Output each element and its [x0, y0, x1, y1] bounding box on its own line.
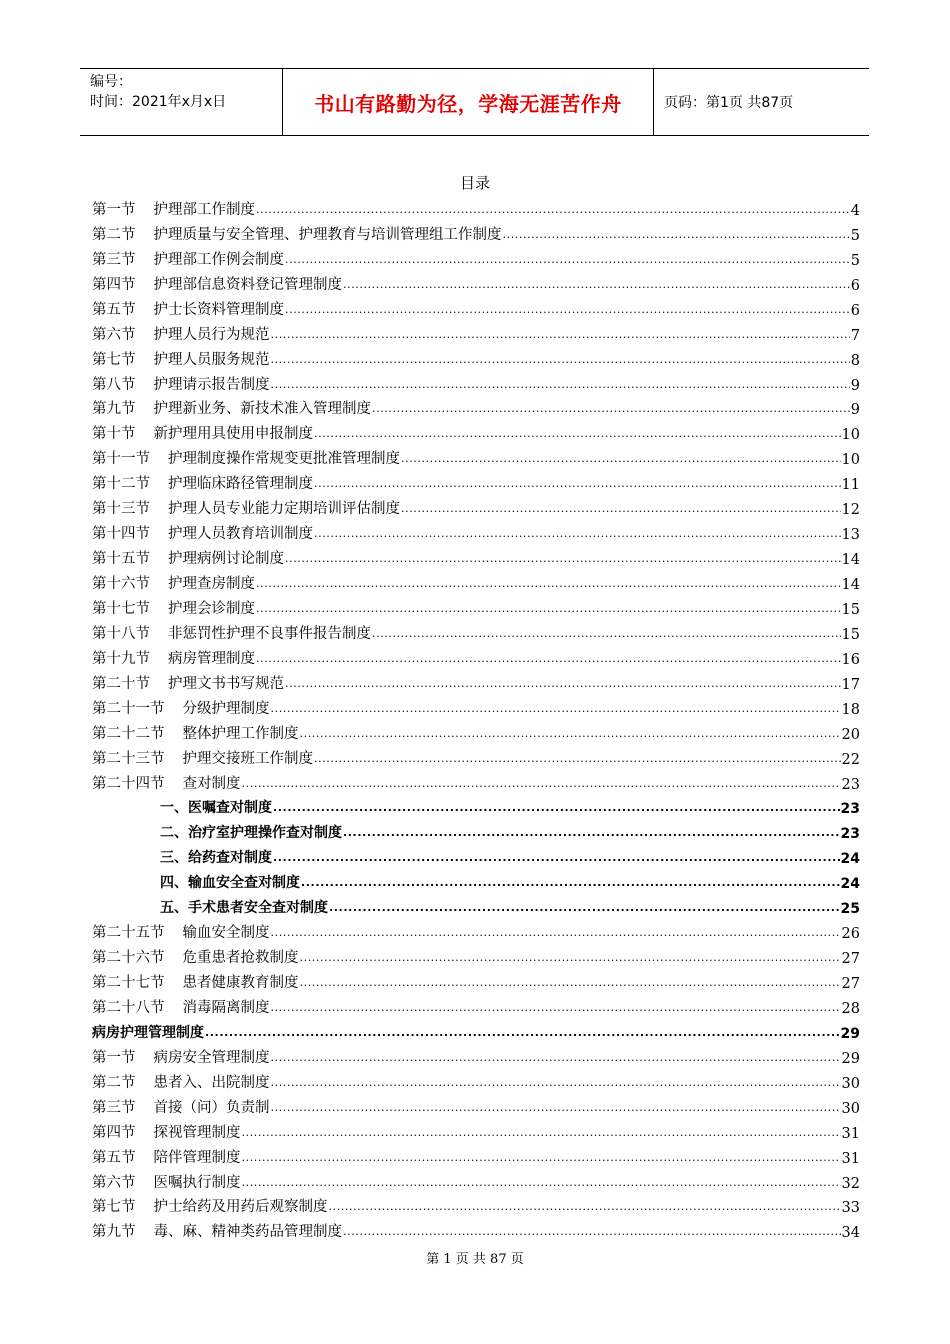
toc-dot-leader	[343, 278, 850, 294]
toc-entry-page-number: 33	[841, 1200, 860, 1217]
toc-dot-leader	[256, 577, 841, 593]
toc-entry-page-number: 23	[840, 826, 860, 843]
toc-dot-leader	[401, 452, 841, 468]
toc-entry[interactable]	[92, 394, 860, 419]
toc-entry-title: 医嘱执行制度	[153, 1174, 241, 1191]
page-footer: 第 1 页 共 87 页	[426, 1252, 524, 1267]
toc-entry[interactable]	[92, 319, 860, 344]
toc-entry-title: 护理交接班工作制度	[182, 750, 313, 767]
toc-entry[interactable]	[92, 344, 860, 369]
toc-entry[interactable]	[92, 543, 860, 568]
toc-entry-title: 护理人员教育培训制度	[168, 526, 313, 543]
toc-entry[interactable]	[92, 1042, 860, 1067]
toc-entry-section-number: 第十一节	[92, 451, 150, 468]
toc-entry[interactable]	[92, 269, 860, 294]
toc-dot-leader	[300, 727, 841, 743]
toc-dot-leader	[271, 1101, 841, 1117]
toc-entry-page-number: 24	[840, 876, 860, 893]
toc-entry[interactable]	[92, 842, 860, 867]
toc-entry-section-number: 第三节	[92, 251, 136, 268]
toc-entry[interactable]	[92, 418, 860, 443]
toc-dot-leader	[271, 1051, 841, 1067]
toc-entry-title: 消毒隔离制度	[182, 999, 270, 1016]
document-date-label: 时间：2021年x月x日	[90, 94, 227, 110]
toc-entry-page-number: 16	[841, 651, 860, 668]
toc-entry[interactable]	[92, 718, 860, 743]
toc-entry-title: 护理查房制度	[168, 576, 255, 592]
toc-entry-section-number: 第四节	[92, 1124, 136, 1141]
toc-entry-section-number: 第二节	[92, 1074, 136, 1091]
toc-entry-section-number: 第十七节	[92, 600, 150, 617]
toc-dot-leader	[242, 1176, 841, 1192]
toc-dot-leader	[300, 976, 841, 992]
toc-entry-page-number: 23	[840, 801, 860, 818]
header-page-info: 页码：第1页 共87页	[664, 95, 794, 111]
toc-entry[interactable]	[92, 1067, 860, 1092]
toc-dot-leader	[372, 402, 850, 418]
toc-entry[interactable]	[92, 369, 860, 394]
toc-entry[interactable]	[92, 942, 860, 967]
toc-entry-title: 查对制度	[182, 775, 241, 792]
toc-entry-title: 整体护理工作制度	[182, 725, 299, 742]
toc-entry-page-number: 10	[841, 427, 860, 444]
toc-entry-section-number: 第二十四节	[92, 775, 165, 792]
toc-dot-leader	[205, 1026, 840, 1042]
toc-entry-page-number: 10	[841, 452, 860, 469]
toc-entry-section-number: 第一节	[92, 201, 136, 218]
toc-dot-leader	[503, 228, 850, 244]
toc-entry[interactable]	[92, 693, 860, 718]
toc-entry-page-number: 26	[841, 926, 860, 943]
toc-entry-section-number: 第十节	[92, 426, 136, 443]
toc-dot-leader	[285, 677, 841, 693]
toc-entry[interactable]	[92, 668, 860, 693]
header-meta	[80, 69, 282, 135]
toc-entry-section-number: 第八节	[92, 376, 136, 393]
toc-entry[interactable]	[92, 518, 860, 543]
toc-dot-leader	[256, 652, 841, 668]
toc-dot-leader	[271, 353, 850, 369]
toc-entry-page-number: 9	[850, 402, 860, 419]
toc-entry[interactable]	[92, 892, 860, 917]
toc-entry-section-number: 第一节	[92, 1049, 136, 1066]
toc-entry-section-number: 第二十八节	[92, 999, 165, 1016]
toc-entry-title: 病房管理制度	[168, 650, 255, 667]
toc-entry-title: 首接（问）负责制	[153, 1099, 270, 1116]
toc-entry[interactable]	[92, 917, 860, 942]
toc-entry-title: 病房护理管理制度	[92, 1024, 204, 1041]
toc-entry-section-number: 第六节	[92, 326, 136, 343]
toc-entry-section-number: 第七节	[92, 351, 136, 368]
toc-entry-page-number: 6	[850, 277, 860, 294]
toc-dot-leader	[273, 851, 840, 867]
toc-entry-page-number: 24	[840, 851, 860, 868]
toc-entry-page-number: 15	[841, 626, 860, 643]
toc-entry-title: 护理部工作制度	[153, 201, 255, 218]
toc-entry-title: 护理请示报告制度	[153, 376, 270, 393]
toc-entry[interactable]	[92, 443, 860, 468]
toc-dot-leader	[343, 826, 840, 842]
toc-dot-leader	[300, 951, 841, 967]
toc-entry[interactable]	[92, 244, 860, 269]
toc-entry[interactable]	[92, 1192, 860, 1217]
toc-dot-leader	[285, 552, 841, 568]
toc-entry-title: 护理制度操作常规变更批准管理制度	[168, 451, 400, 468]
toc-entry[interactable]	[92, 219, 860, 244]
toc-entry[interactable]	[92, 194, 860, 219]
toc-entry-section-number: 第二十一节	[92, 700, 165, 717]
toc-entry-title: 输血安全制度	[182, 925, 270, 942]
toc-entry-section-number: 第七节	[92, 1199, 136, 1216]
toc-entry-page-number: 4	[850, 202, 860, 219]
toc-entry-section-number: 第十二节	[92, 476, 150, 493]
toc-entry-page-number: 18	[841, 701, 860, 718]
document-header	[80, 68, 869, 136]
toc-entry-title: 四、输血安全查对制度	[160, 875, 300, 892]
toc-dot-leader	[271, 328, 850, 344]
toc-entry-section-number: 第十六节	[92, 576, 150, 592]
toc-entry-title: 三、给药查对制度	[160, 850, 272, 867]
toc-entry-page-number: 20	[841, 726, 860, 743]
toc-entry-title: 分级护理制度	[182, 700, 270, 717]
toc-entry[interactable]	[92, 817, 860, 842]
toc-entry-section-number: 第十四节	[92, 526, 150, 543]
toc-dot-leader	[271, 926, 841, 942]
toc-dot-leader	[314, 427, 841, 443]
toc-entry[interactable]	[92, 1216, 860, 1241]
toc-title: 目录	[459, 174, 490, 192]
toc-entry-section-number: 第六节	[92, 1174, 136, 1191]
toc-entry-section-number: 第五节	[92, 301, 136, 318]
toc-entry-page-number: 7	[850, 327, 860, 344]
toc-entry-page-number: 13	[841, 527, 860, 544]
toc-entry-section-number: 第三节	[92, 1099, 136, 1116]
toc-entry-title: 非惩罚性护理不良事件报告制度	[168, 625, 371, 642]
toc-entry-page-number: 30	[841, 1100, 860, 1117]
toc-entry-page-number: 22	[841, 751, 860, 768]
toc-entry-title: 患者入、出院制度	[153, 1074, 270, 1091]
toc-entry-page-number: 12	[841, 502, 860, 519]
toc-entry-title: 护士给药及用药后观察制度	[153, 1199, 328, 1216]
toc-entry-page-number: 17	[841, 676, 860, 693]
toc-entry[interactable]	[92, 768, 860, 793]
toc-dot-leader	[401, 502, 841, 518]
toc-dot-leader	[372, 627, 841, 643]
toc-dot-leader	[242, 1126, 841, 1142]
toc-entry-page-number: 27	[841, 951, 860, 968]
toc-dot-leader	[301, 876, 840, 892]
toc-entry-title: 护理部信息资料登记管理制度	[153, 276, 342, 293]
toc-entry[interactable]	[92, 468, 860, 493]
toc-dot-leader	[314, 477, 841, 493]
toc-dot-leader	[271, 702, 841, 718]
toc-entry-title: 病房安全管理制度	[153, 1049, 270, 1066]
toc-entry[interactable]	[92, 593, 860, 618]
toc-entry-title: 陪伴管理制度	[153, 1149, 241, 1166]
toc-dot-leader	[285, 253, 850, 269]
toc-entry-section-number: 第二十五节	[92, 925, 165, 942]
toc-entry-title: 护理文书书写规范	[168, 675, 284, 692]
toc-entry-section-number: 第十三节	[92, 501, 150, 518]
toc-dot-leader	[271, 1076, 841, 1092]
toc-entry-section-number: 第二十节	[92, 675, 150, 692]
toc-entry-section-number: 第二十六节	[92, 950, 165, 967]
toc-entry-page-number: 15	[841, 601, 860, 618]
toc-dot-leader	[314, 752, 841, 768]
toc-dot-leader	[256, 602, 841, 618]
toc-entry-page-number: 8	[850, 352, 860, 369]
toc-entry-section-number: 第二节	[92, 226, 136, 243]
toc-entry-page-number: 11	[841, 477, 860, 494]
toc-entry-page-number: 32	[841, 1175, 860, 1192]
toc-entry-page-number: 5	[850, 252, 860, 269]
toc-entry-page-number: 30	[841, 1075, 860, 1092]
header-page-info-cell	[654, 69, 869, 135]
toc-entry-title: 护理人员行为规范	[153, 326, 270, 343]
toc-entry-title: 新护理用具使用申报制度	[153, 426, 313, 443]
toc-entry-title: 二、治疗室护理操作查对制度	[160, 825, 342, 842]
toc-entry-section-number: 第十五节	[92, 551, 150, 568]
toc-dot-leader	[314, 527, 841, 543]
toc-entry-page-number: 23	[841, 776, 860, 793]
toc-dot-leader	[271, 378, 850, 394]
toc-entry-page-number: 29	[840, 1025, 860, 1042]
toc-dot-leader	[329, 1200, 841, 1216]
toc-entry[interactable]	[92, 793, 860, 818]
toc-entry[interactable]	[92, 867, 860, 892]
toc-entry-page-number: 5	[850, 227, 860, 244]
toc-dot-leader	[242, 777, 841, 793]
toc-entry[interactable]	[92, 493, 860, 518]
toc-entry-title: 护理人员服务规范	[153, 351, 270, 368]
header-motto: 书山有路勤为径，学海无涯苦作舟	[314, 91, 622, 116]
toc-entry-page-number: 28	[841, 1000, 860, 1017]
toc-entry-section-number: 第四节	[92, 276, 136, 293]
toc-entry-section-number: 第九节	[92, 401, 136, 418]
toc-entry-title: 护理人员专业能力定期培训评估制度	[168, 501, 400, 518]
toc-entry-title: 探视管理制度	[153, 1124, 241, 1141]
toc-entry-title: 护士长资料管理制度	[153, 301, 284, 318]
toc-entry-page-number: 31	[841, 1125, 860, 1142]
toc-entry-section-number: 第二十二节	[92, 725, 165, 742]
toc-entry[interactable]	[92, 1167, 860, 1192]
toc-entry-section-number: 第九节	[92, 1224, 136, 1241]
toc-entry-title: 护理会诊制度	[168, 600, 255, 617]
toc-dot-leader	[329, 901, 840, 917]
toc-dot-leader	[271, 1001, 841, 1017]
toc-entry[interactable]	[92, 618, 860, 643]
document-number-label: 编号：	[90, 74, 132, 90]
toc-entry-page-number: 31	[841, 1150, 860, 1167]
toc-entry[interactable]	[92, 568, 860, 593]
toc-dot-leader	[273, 801, 840, 817]
toc-entry-section-number: 第五节	[92, 1149, 136, 1166]
toc-entry-page-number: 6	[850, 302, 860, 319]
toc-entry-section-number: 第十九节	[92, 650, 150, 667]
toc-entry[interactable]	[92, 743, 860, 768]
toc-entry-title: 患者健康教育制度	[182, 975, 299, 991]
toc-entry-title: 护理新业务、新技术准入管理制度	[153, 401, 371, 418]
toc-entry-page-number: 27	[841, 976, 860, 992]
toc-entry[interactable]	[92, 294, 860, 319]
toc-entry-section-number: 第二十七节	[92, 975, 165, 991]
toc-entry-title: 护理病例讨论制度	[168, 551, 284, 568]
toc-entry-title: 护理临床路径管理制度	[168, 476, 313, 493]
toc-entry-section-number: 第十八节	[92, 625, 150, 642]
toc-dot-leader	[343, 1225, 841, 1241]
toc-entry-title: 五、手术患者安全查对制度	[160, 900, 328, 917]
toc-entry[interactable]	[92, 992, 860, 1017]
toc-entry-page-number: 34	[841, 1225, 860, 1242]
toc-entry-title: 危重患者抢救制度	[182, 950, 299, 967]
toc-entry-page-number: 9	[850, 377, 860, 394]
toc-entry-title: 毒、麻、精神类药品管理制度	[153, 1224, 342, 1241]
toc-entry[interactable]	[92, 1017, 860, 1042]
toc-dot-leader	[285, 303, 850, 319]
toc-dot-leader	[242, 1151, 841, 1167]
toc-entry[interactable]	[92, 1092, 860, 1117]
toc-entry[interactable]	[92, 1117, 860, 1142]
toc-entry-title: 护理质量与安全管理、护理教育与培训管理组工作制度	[153, 226, 502, 243]
toc-dot-leader	[256, 203, 850, 219]
toc-entry[interactable]	[92, 967, 860, 992]
toc-entry-page-number: 25	[840, 901, 860, 918]
toc-entry-title: 一、医嘱查对制度	[160, 800, 272, 817]
toc-entry-page-number: 14	[841, 552, 860, 569]
toc-entry-title: 护理部工作例会制度	[153, 251, 284, 268]
toc-entry[interactable]	[92, 1142, 860, 1167]
table-of-contents	[92, 194, 860, 1241]
toc-entry-page-number: 14	[841, 577, 860, 593]
toc-entry-page-number: 29	[841, 1050, 860, 1067]
toc-entry[interactable]	[92, 643, 860, 668]
toc-entry-section-number: 第二十三节	[92, 750, 165, 767]
header-motto-cell	[282, 69, 654, 135]
